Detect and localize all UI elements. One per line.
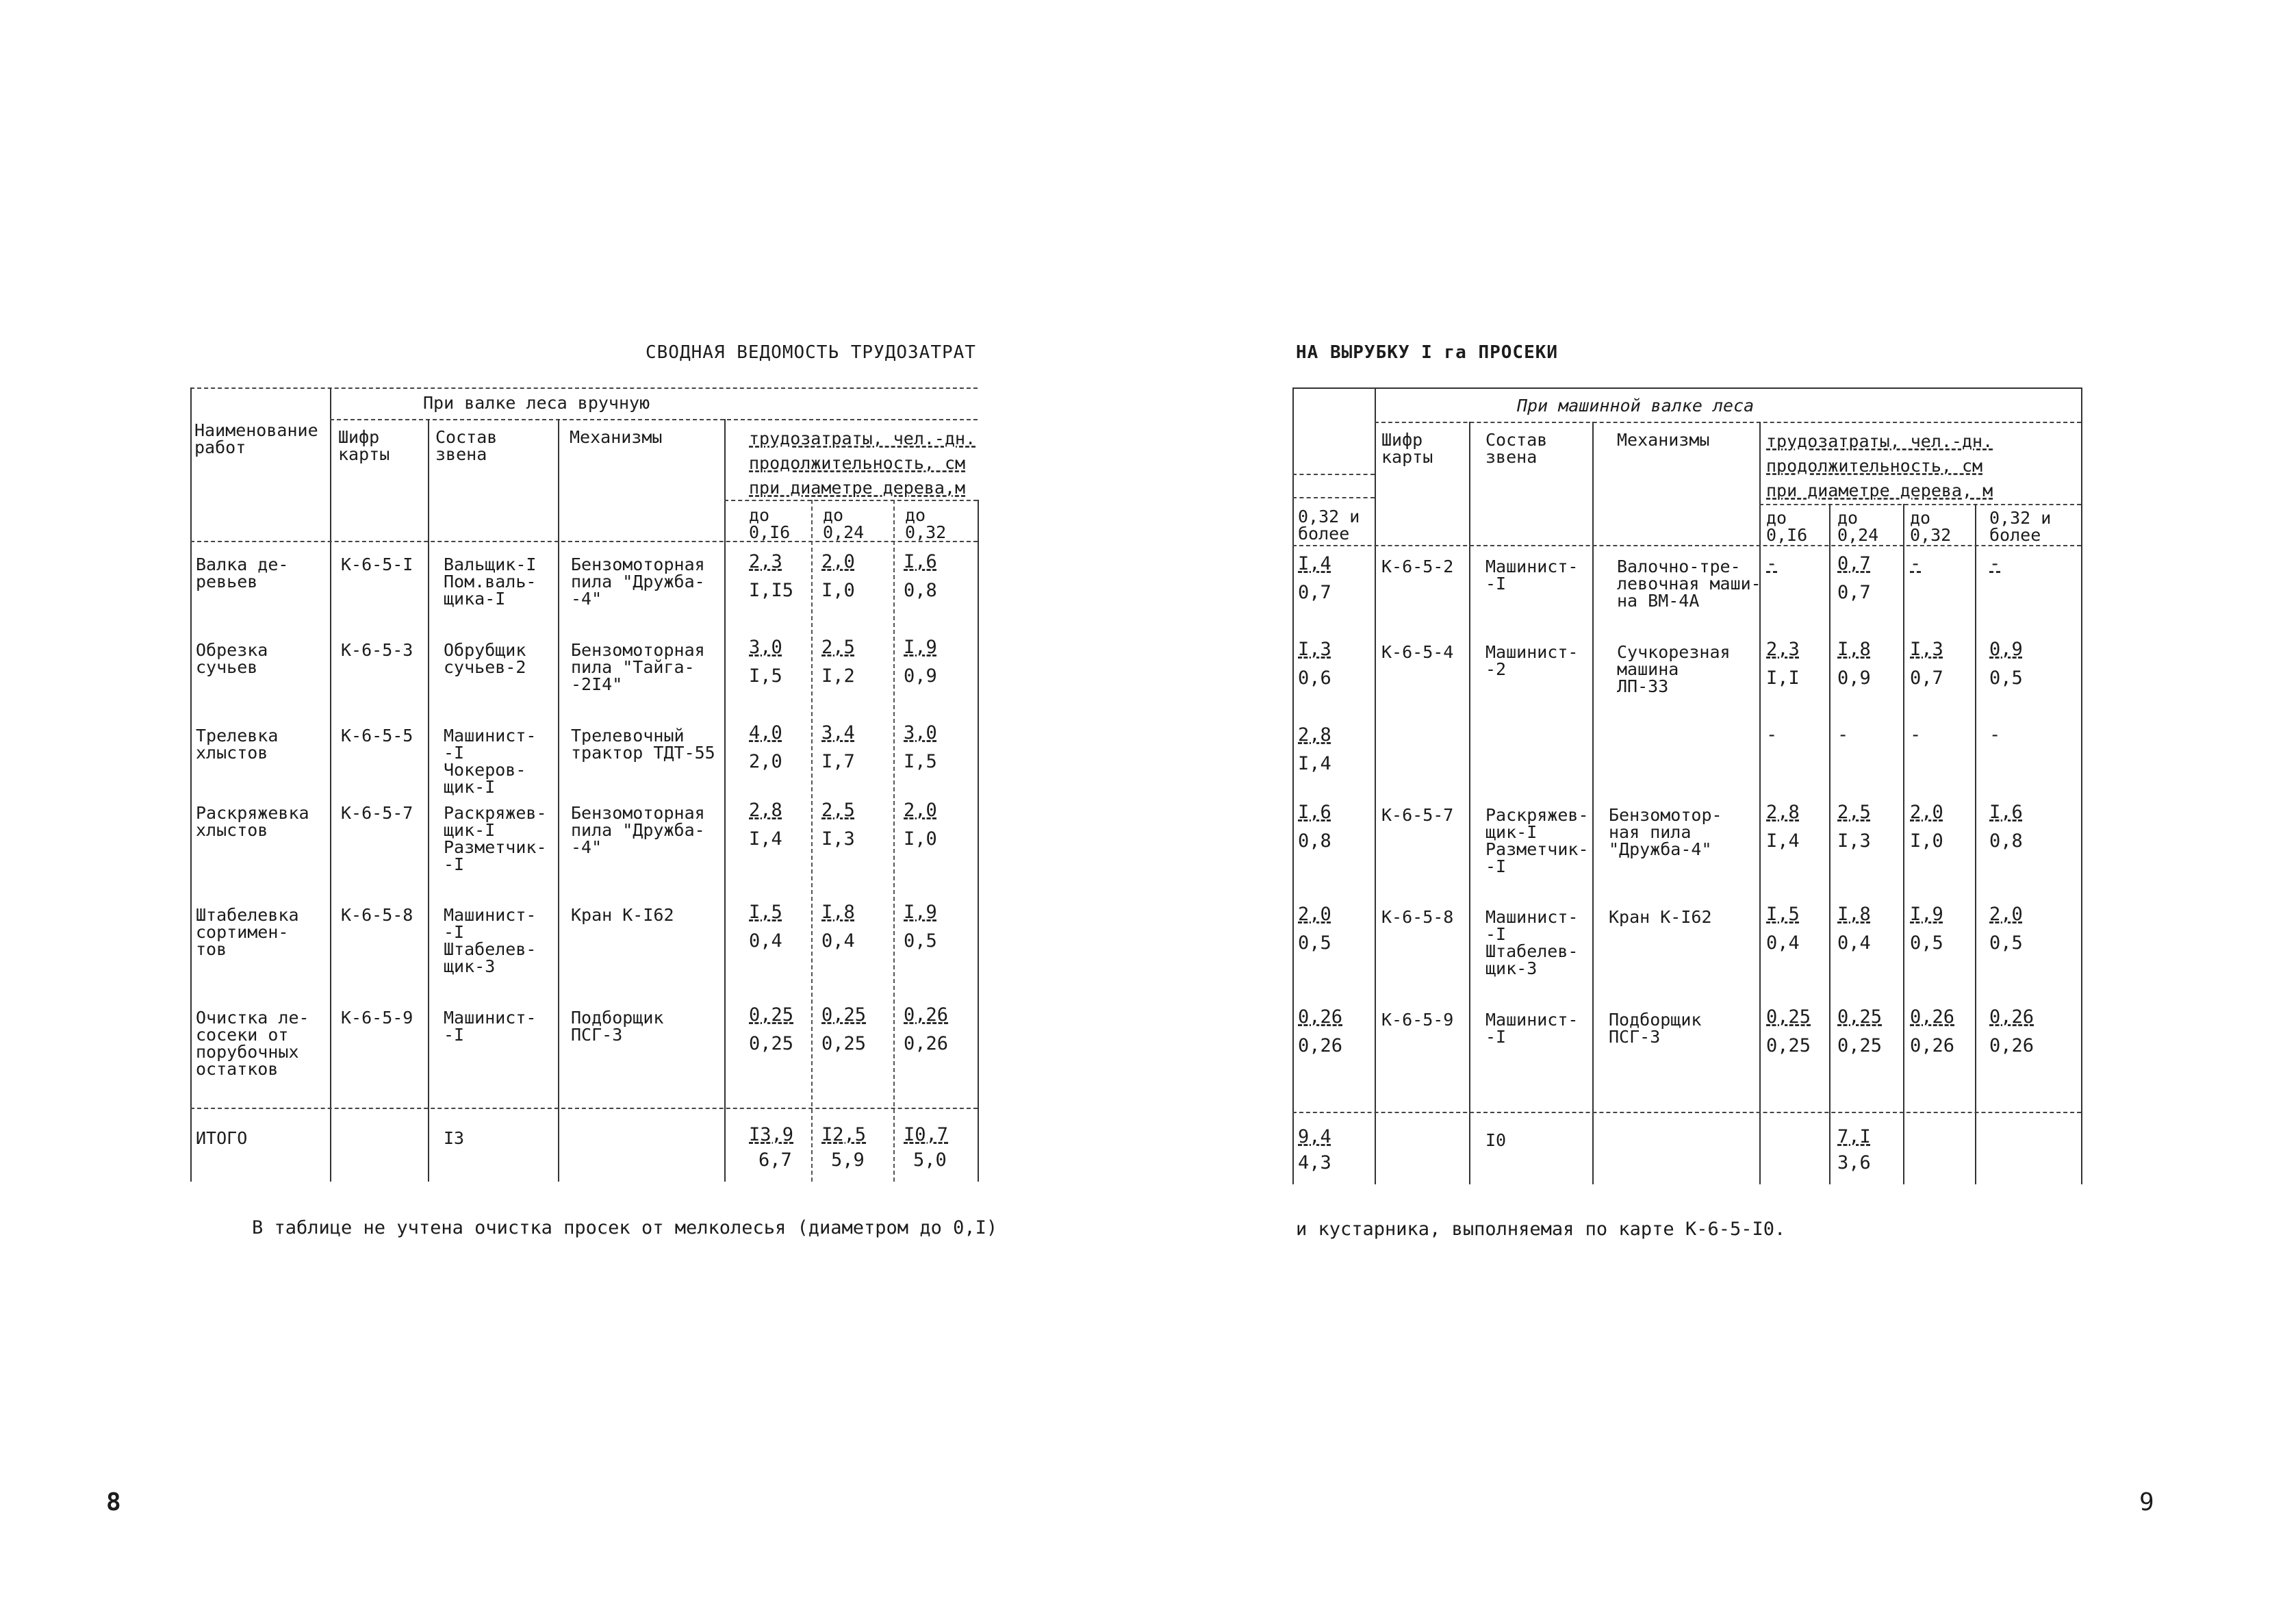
col-divider (1975, 504, 1976, 1184)
col-divider (1829, 504, 1831, 1184)
right-page-title: НА ВЫРУБКУ I га ПРОСЕКИ (1296, 342, 1559, 363)
labor-value: - (1766, 553, 1778, 574)
header-metric-duration: продолжительность, см (1766, 456, 1983, 476)
lead-labor-value: 0,26 (1298, 1006, 1343, 1028)
labor-value: - (1837, 724, 1849, 746)
header-diameter-3: до 0,32 (1910, 508, 1952, 545)
labor-value: 3,0 (749, 637, 782, 658)
row-code: К-6-5-8 (1381, 907, 1454, 927)
header-metric-labor: трудозатраты, чел.-дн. (749, 429, 976, 448)
row-name: Трелевка хлыстов (196, 726, 279, 763)
labor-value: 0,25 (1837, 1006, 1883, 1028)
labor-value: - (1989, 724, 2001, 746)
col-divider (724, 419, 726, 1182)
row-crew: Машинист- -I Штабелев- щик-3 (1485, 907, 1579, 978)
total-duration-value: 6,7 (758, 1149, 792, 1171)
duration-value: I,3 (1837, 830, 1871, 852)
col-divider (1469, 422, 1470, 1184)
labor-value: 2,0 (821, 551, 855, 572)
duration-value: 0,4 (1837, 932, 1871, 954)
row-crew: Машинист- -2 (1485, 642, 1579, 679)
table-right-border (2081, 387, 2082, 1184)
duration-value: 0,25 (749, 1033, 794, 1054)
labor-value: 0,26 (1910, 1006, 1955, 1028)
duration-value: 0,8 (1989, 830, 2023, 852)
group-header: При валке леса вручную (423, 393, 650, 413)
total-divider (190, 1108, 978, 1109)
duration-value: 0,5 (904, 930, 937, 952)
lead-col-divider (1292, 474, 1375, 475)
table-top-border (1292, 387, 2081, 389)
total-lead-labor-value: 9,4 (1298, 1126, 1331, 1147)
col-divider (893, 500, 895, 1182)
labor-value: 0,9 (1989, 639, 2023, 660)
metric-divider (724, 500, 978, 501)
row-crew: Машинист- -I (444, 1008, 537, 1045)
total-labor-value: I0,7 (904, 1124, 949, 1145)
header-code: Шифр карты (1381, 430, 1433, 467)
lead-duration-value: 0,26 (1298, 1035, 1343, 1056)
row-mech: Подборщик ПСГ-3 (571, 1008, 664, 1045)
table-left-border (190, 387, 192, 1182)
labor-value: I,3 (1910, 639, 1943, 660)
duration-value: I,7 (821, 751, 855, 772)
duration-value: I,I (1766, 667, 1800, 689)
group-header-divider (330, 419, 978, 420)
row-crew: Машинист- -I (1485, 1010, 1579, 1047)
metric-divider (1759, 504, 2081, 505)
row-code: К-6-5-7 (1381, 805, 1454, 825)
total-labor-value: 7,I (1837, 1126, 1871, 1147)
duration-value: I,4 (749, 828, 782, 850)
labor-value: - (1910, 724, 1922, 746)
header-mech: Механизмы (570, 427, 663, 447)
lead-labor-value: I,4 (1298, 553, 1331, 574)
duration-value: I,0 (904, 828, 937, 850)
left-footnote: В таблице не учтена очистка просек от мелколесья (диаметром до 0,I) (252, 1217, 998, 1238)
labor-value: 0,7 (1837, 553, 1871, 574)
page-number: 8 (106, 1488, 121, 1516)
labor-value: I,8 (821, 902, 855, 923)
labor-value: I,6 (1989, 802, 2023, 823)
header-diameter-2: до 0,24 (823, 505, 865, 542)
labor-value: I,8 (1837, 904, 1871, 925)
row-code: К-6-5-9 (1381, 1010, 1454, 1030)
duration-value: 0,26 (1989, 1035, 2034, 1056)
labor-value: 2,8 (1766, 802, 1800, 823)
labor-value: - (1989, 553, 2001, 574)
duration-value: 2,0 (749, 751, 782, 772)
labor-value: I,5 (1766, 904, 1800, 925)
row-name: Обрезка сучьев (196, 640, 268, 677)
row-mech: Трелевочный трактор ТДТ-55 (571, 726, 715, 763)
header-metric-duration: продолжительность, см (749, 453, 966, 473)
labor-value: 0,25 (749, 1004, 794, 1026)
duration-value: I,0 (1910, 830, 1943, 852)
col-divider (1375, 387, 1376, 1184)
col-divider (811, 500, 813, 1182)
col-divider (330, 387, 331, 1182)
labor-value: 0,26 (1989, 1006, 2034, 1028)
duration-value: I,5 (749, 665, 782, 687)
group-header-divider (1375, 422, 2081, 423)
total-labor-value: I2,5 (821, 1124, 867, 1145)
row-code: К-6-5-9 (341, 1008, 413, 1028)
duration-value: 0,5 (1989, 667, 2023, 689)
row-mech: Бензомоторная пила "Дружба- -4" (571, 555, 705, 609)
table-left-border (1292, 387, 1294, 1184)
row-mech: Бензомотор- ная пила "Дружба-4" (1609, 805, 1722, 859)
row-crew: Вальщик-I Пом.валь- щика-I (444, 555, 537, 609)
lead-col-divider (1292, 497, 1375, 498)
duration-value: 0,4 (749, 930, 782, 952)
row-crew: Машинист- -I Штабелев- щик-3 (444, 905, 537, 976)
duration-value: I,4 (1766, 830, 1800, 852)
row-code: К-6-5-5 (341, 726, 413, 746)
duration-value: I,I5 (749, 580, 794, 601)
labor-value: I,8 (1837, 639, 1871, 660)
lead-labor-value: 2,8 (1298, 724, 1331, 746)
labor-value: 2,3 (749, 551, 782, 572)
header-diameter-3: до 0,32 (905, 505, 947, 542)
labor-value: 2,0 (1910, 802, 1943, 823)
lead-labor-value: I,6 (1298, 802, 1331, 823)
header-crew: Состав звена (1485, 430, 1548, 467)
total-label: ИТОГО (196, 1128, 248, 1148)
duration-value: I,2 (821, 665, 855, 687)
row-code: К-6-5-2 (1381, 557, 1454, 576)
row-mech: Кран К-I62 (1609, 907, 1712, 927)
row-mech: Кран К-I62 (571, 905, 674, 925)
total-lead-duration-value: 4,3 (1298, 1152, 1331, 1173)
duration-value: 0,25 (821, 1033, 867, 1054)
row-name: Валка де- ревьев (196, 555, 289, 591)
labor-value: I,9 (904, 902, 937, 923)
header-metric-labor: трудозатраты, чел.-дн. (1766, 431, 1993, 451)
lead-duration-value: 0,7 (1298, 582, 1331, 603)
lead-labor-value: 2,0 (1298, 904, 1331, 925)
row-mech: Валочно-тре- левочная маши- на ВМ-4А (1617, 557, 1761, 611)
header-metric-diameter: при диаметре дерева,м (749, 478, 966, 498)
row-crew: Машинист- -I (1485, 557, 1579, 594)
duration-value: 0,26 (904, 1033, 949, 1054)
labor-value: I,9 (1910, 904, 1943, 925)
row-code: К-6-5-7 (341, 803, 413, 823)
header-diameter-1: до 0,I6 (1766, 508, 1808, 545)
labor-value: 2,0 (904, 800, 937, 821)
total-divider (1292, 1112, 2081, 1113)
lead-duration-value: 0,6 (1298, 667, 1331, 689)
labor-value: 2,8 (749, 800, 782, 821)
header-metric-diameter: при диаметре дерева, м (1766, 481, 1993, 500)
labor-value: 2,5 (821, 637, 855, 658)
col-divider (558, 419, 559, 1182)
col-divider (428, 419, 429, 1182)
lead-labor-value: I,3 (1298, 639, 1331, 660)
header-code: Шифр карты (338, 427, 390, 464)
labor-value: I,9 (904, 637, 937, 658)
group-header: При машинной валке леса (1517, 396, 1755, 416)
duration-value: 0,5 (1989, 932, 2023, 954)
row-code: К-6-5-3 (341, 640, 413, 660)
row-name: Штабелевка сортимен- тов (196, 905, 299, 959)
labor-value: - (1910, 553, 1922, 574)
row-code: К-6-5-8 (341, 905, 413, 925)
row-mech: Бензомоторная пила "Дружба- -4" (571, 803, 705, 857)
labor-value: 3,0 (904, 722, 937, 743)
labor-value: 0,26 (904, 1004, 949, 1026)
duration-value: 0,4 (1766, 932, 1800, 954)
header-name: Наименование работ (194, 420, 318, 457)
header-diameter-4: 0,32 и более (1298, 507, 1360, 544)
col-divider (1903, 504, 1904, 1184)
table-right-border (978, 500, 979, 1182)
header-crew: Состав звена (435, 427, 498, 464)
row-mech: Подборщик ПСГ-3 (1609, 1010, 1702, 1047)
page-number: 9 (2139, 1488, 2154, 1516)
duration-value: 0,26 (1910, 1035, 1955, 1056)
labor-value: I,5 (749, 902, 782, 923)
total-crew: I0 (1485, 1130, 1507, 1150)
left-page-title: СВОДНАЯ ВЕДОМОСТЬ ТРУДОЗАТРАТ (646, 342, 976, 363)
duration-value: I,3 (821, 828, 855, 850)
header-diameter-2: до 0,24 (1837, 508, 1879, 545)
duration-value: I,0 (821, 580, 855, 601)
duration-value: 0,7 (1837, 582, 1871, 603)
row-code: К-6-5-I (341, 555, 413, 574)
header-bottom-border (1292, 545, 2081, 546)
lead-duration-value: 0,5 (1298, 932, 1331, 954)
table-top-border (190, 387, 978, 389)
row-name: Раскряжевка хлыстов (196, 803, 309, 840)
duration-value: 0,9 (904, 665, 937, 687)
row-crew: Обрубщик сучьев-2 (444, 640, 526, 677)
labor-value: 0,25 (821, 1004, 867, 1026)
duration-value: 0,5 (1910, 932, 1943, 954)
col-divider (1759, 422, 1761, 1184)
duration-value: 0,8 (904, 580, 937, 601)
total-labor-value: I3,9 (749, 1124, 794, 1145)
row-crew: Раскряжев- щик-I Разметчик- -I (1485, 805, 1589, 876)
labor-value: 4,0 (749, 722, 782, 743)
header-diameter-4b: 0,32 и более (1989, 508, 2052, 545)
duration-value: 0,7 (1910, 667, 1943, 689)
total-duration-value: 3,6 (1837, 1152, 1871, 1173)
labor-value: - (1766, 724, 1778, 746)
duration-value: 0,25 (1766, 1035, 1811, 1056)
total-duration-value: 5,9 (831, 1149, 865, 1171)
labor-value: 0,25 (1766, 1006, 1811, 1028)
row-code: К-6-5-4 (1381, 642, 1454, 662)
row-mech: Бензомоторная пила "Тайга- -2I4" (571, 640, 705, 694)
lead-duration-value: 0,8 (1298, 830, 1331, 852)
labor-value: 2,0 (1989, 904, 2023, 925)
row-mech: Сучкорезная машина ЛП-33 (1617, 642, 1731, 696)
header-diameter-1: до 0,I6 (749, 505, 791, 542)
labor-value: I,6 (904, 551, 937, 572)
duration-value: I,5 (904, 751, 937, 772)
total-duration-value: 5,0 (913, 1149, 947, 1171)
labor-value: 2,5 (821, 800, 855, 821)
duration-value: 0,4 (821, 930, 855, 952)
labor-value: 2,3 (1766, 639, 1800, 660)
header-mech: Механизмы (1617, 430, 1710, 450)
row-name: Очистка ле- сосеки от порубочных остатков (196, 1008, 309, 1079)
labor-value: 2,5 (1837, 802, 1871, 823)
duration-value: 0,9 (1837, 667, 1871, 689)
right-footnote: и кустарника, выполняемая по карте К-6-5-I0. (1296, 1219, 1786, 1240)
row-crew: Раскряжев- щик-I Разметчик- -I (444, 803, 547, 874)
lead-duration-value: I,4 (1298, 753, 1331, 774)
col-divider (1592, 422, 1594, 1184)
labor-value: 3,4 (821, 722, 855, 743)
duration-value: 0,25 (1837, 1035, 1883, 1056)
total-crew: I3 (444, 1128, 465, 1148)
row-crew: Машинист- -I Чокеров- щик-I (444, 726, 537, 797)
